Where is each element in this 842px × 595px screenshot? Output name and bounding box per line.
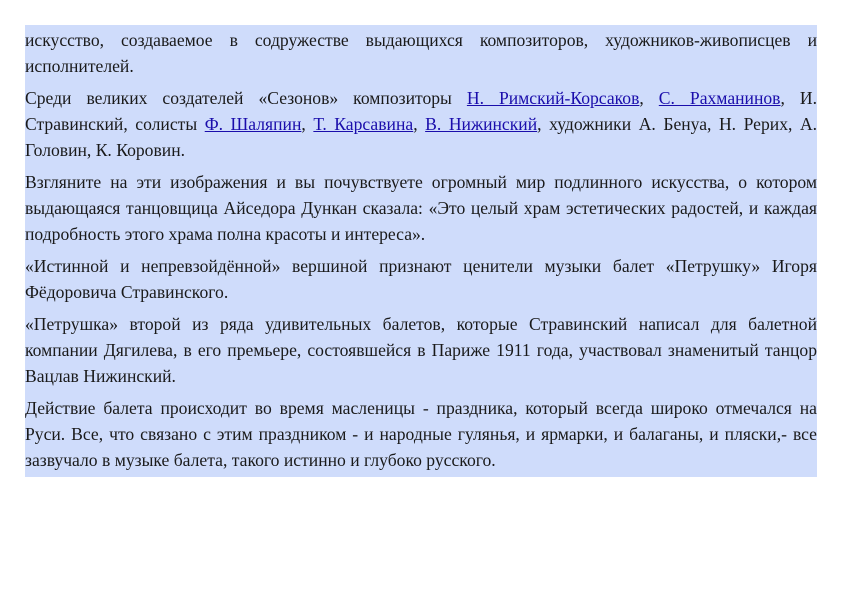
link-karsavina[interactable]: Т. Карсавина [313,114,414,134]
paragraph-text: Среди великих создателей «Сезонов» композиторы [25,88,467,108]
paragraph-text: , И. Стравинский, солисты [25,88,817,134]
paragraph-text: Взгляните на эти изображения и вы почувствуете огромный мир подлинного искусства, о котором выдающаяся танцовщица Айседора Дункан сказала: «Это целый храм эстетических радостей, и каждая подробность этого храма полна красоты и интереса». [25,172,817,244]
link-shalyapin[interactable]: Ф. Шаляпин [204,114,302,134]
paragraph-petrushka-premiere [25,311,817,389]
separator: , [413,114,426,134]
separator: , [301,114,314,134]
paragraph-images [25,169,817,247]
paragraph-text: «Петрушка» второй из ряда удивительных балетов, которые Стравинский написал для балетной компании Дягилева, в его премьере, состоявшейся в Париже 1911 года, участвовал знаменитый танцор Вацлав Нижинский. [25,314,817,386]
paragraph-petrushka-summit [25,253,817,305]
paragraph-text: «Истинной и непревзойдённой» вершиной признают ценители музыки балет «Петрушку» Игоря Фёдоровича Стравинского. [25,256,817,302]
paragraph-text: Действие балета происходит во время масленицы - праздника, который всегда широко отмечался на Руси. Все, что связано с этим праздником - и народные гулянья, и ярмарки, и балаганы, и пляски,- все зазвучало в музыке балета, такого истинно и глубоко русского. [25,398,817,470]
link-nijinsky[interactable]: В. Нижинский [425,114,538,134]
separator: , [639,88,659,108]
paragraph-text: искусство, создаваемое в содружестве выдающихся композиторов, художников-живописцев и исполнителей. [25,30,817,76]
paragraph-text: , художники А. Бенуа, Н. Рерих, А. Головин, К. Коровин. [25,114,818,160]
link-rachmaninov[interactable]: С. Рахманинов [658,88,781,108]
paragraph-maslenitsa [25,395,817,473]
paragraph-creators [25,85,817,163]
link-rimsky-korsakov[interactable]: Н. Римский-Корсаков [466,88,640,108]
paragraph-intro-continuation [25,27,817,79]
text-block [25,25,817,477]
